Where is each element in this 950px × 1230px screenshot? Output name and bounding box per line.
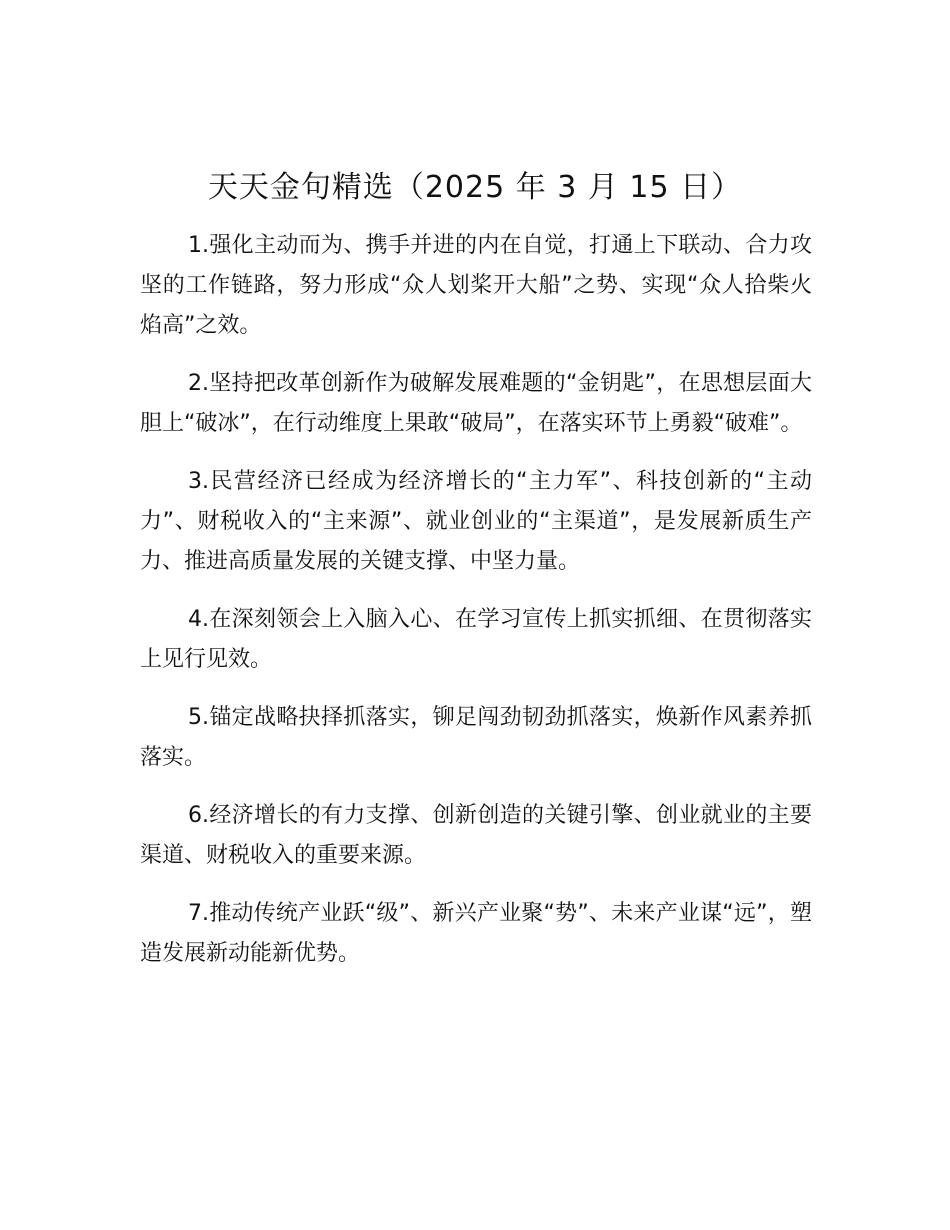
page-title: 天天金句精选（2025 年 3 月 15 日） <box>207 170 743 205</box>
document-body <box>140 226 812 992</box>
paragraph-1: 1.强化主动而为、携手并进的内在自觉，打通上下联动、合力攻坚的工作链路，努力形成“众人划桨开大船”之势、实现“众人拾柴火焰高”之效。 <box>140 233 812 338</box>
paragraph-6: 6.经济增长的有力支撑、创新创造的关键引擎、创业就业的主要渠道、财税收入的重要来源。 <box>140 803 812 868</box>
paragraph-5: 5.锚定战略抉择抓落实，铆足闯劲韧劲抓落实，焕新作风素养抓落实。 <box>140 705 812 770</box>
paragraph-7: 7.推动传统产业跃“级”、新兴产业聚“势”、未来产业谋“远”，塑造发展新动能新优势。 <box>140 901 812 966</box>
paragraph-3: 3.民营经济已经成为经济增长的“主力军”、科技创新的“主动力”、财税收入的“主来源”、就业创业的“主渠道”，是发展新质生产力、推进高质量发展的关键支撑、中坚力量。 <box>140 469 812 574</box>
paragraph-2: 2.坚持把改革创新作为破解发展难题的“金钥匙”，在思想层面大胆上“破冰”，在行动维度上果敢“破局”，在落实环节上勇毅“破难”。 <box>140 371 812 436</box>
paragraph-4: 4.在深刻领会上入脑入心、在学习宣传上抓实抓细、在贯彻落实上见行见效。 <box>140 607 812 672</box>
